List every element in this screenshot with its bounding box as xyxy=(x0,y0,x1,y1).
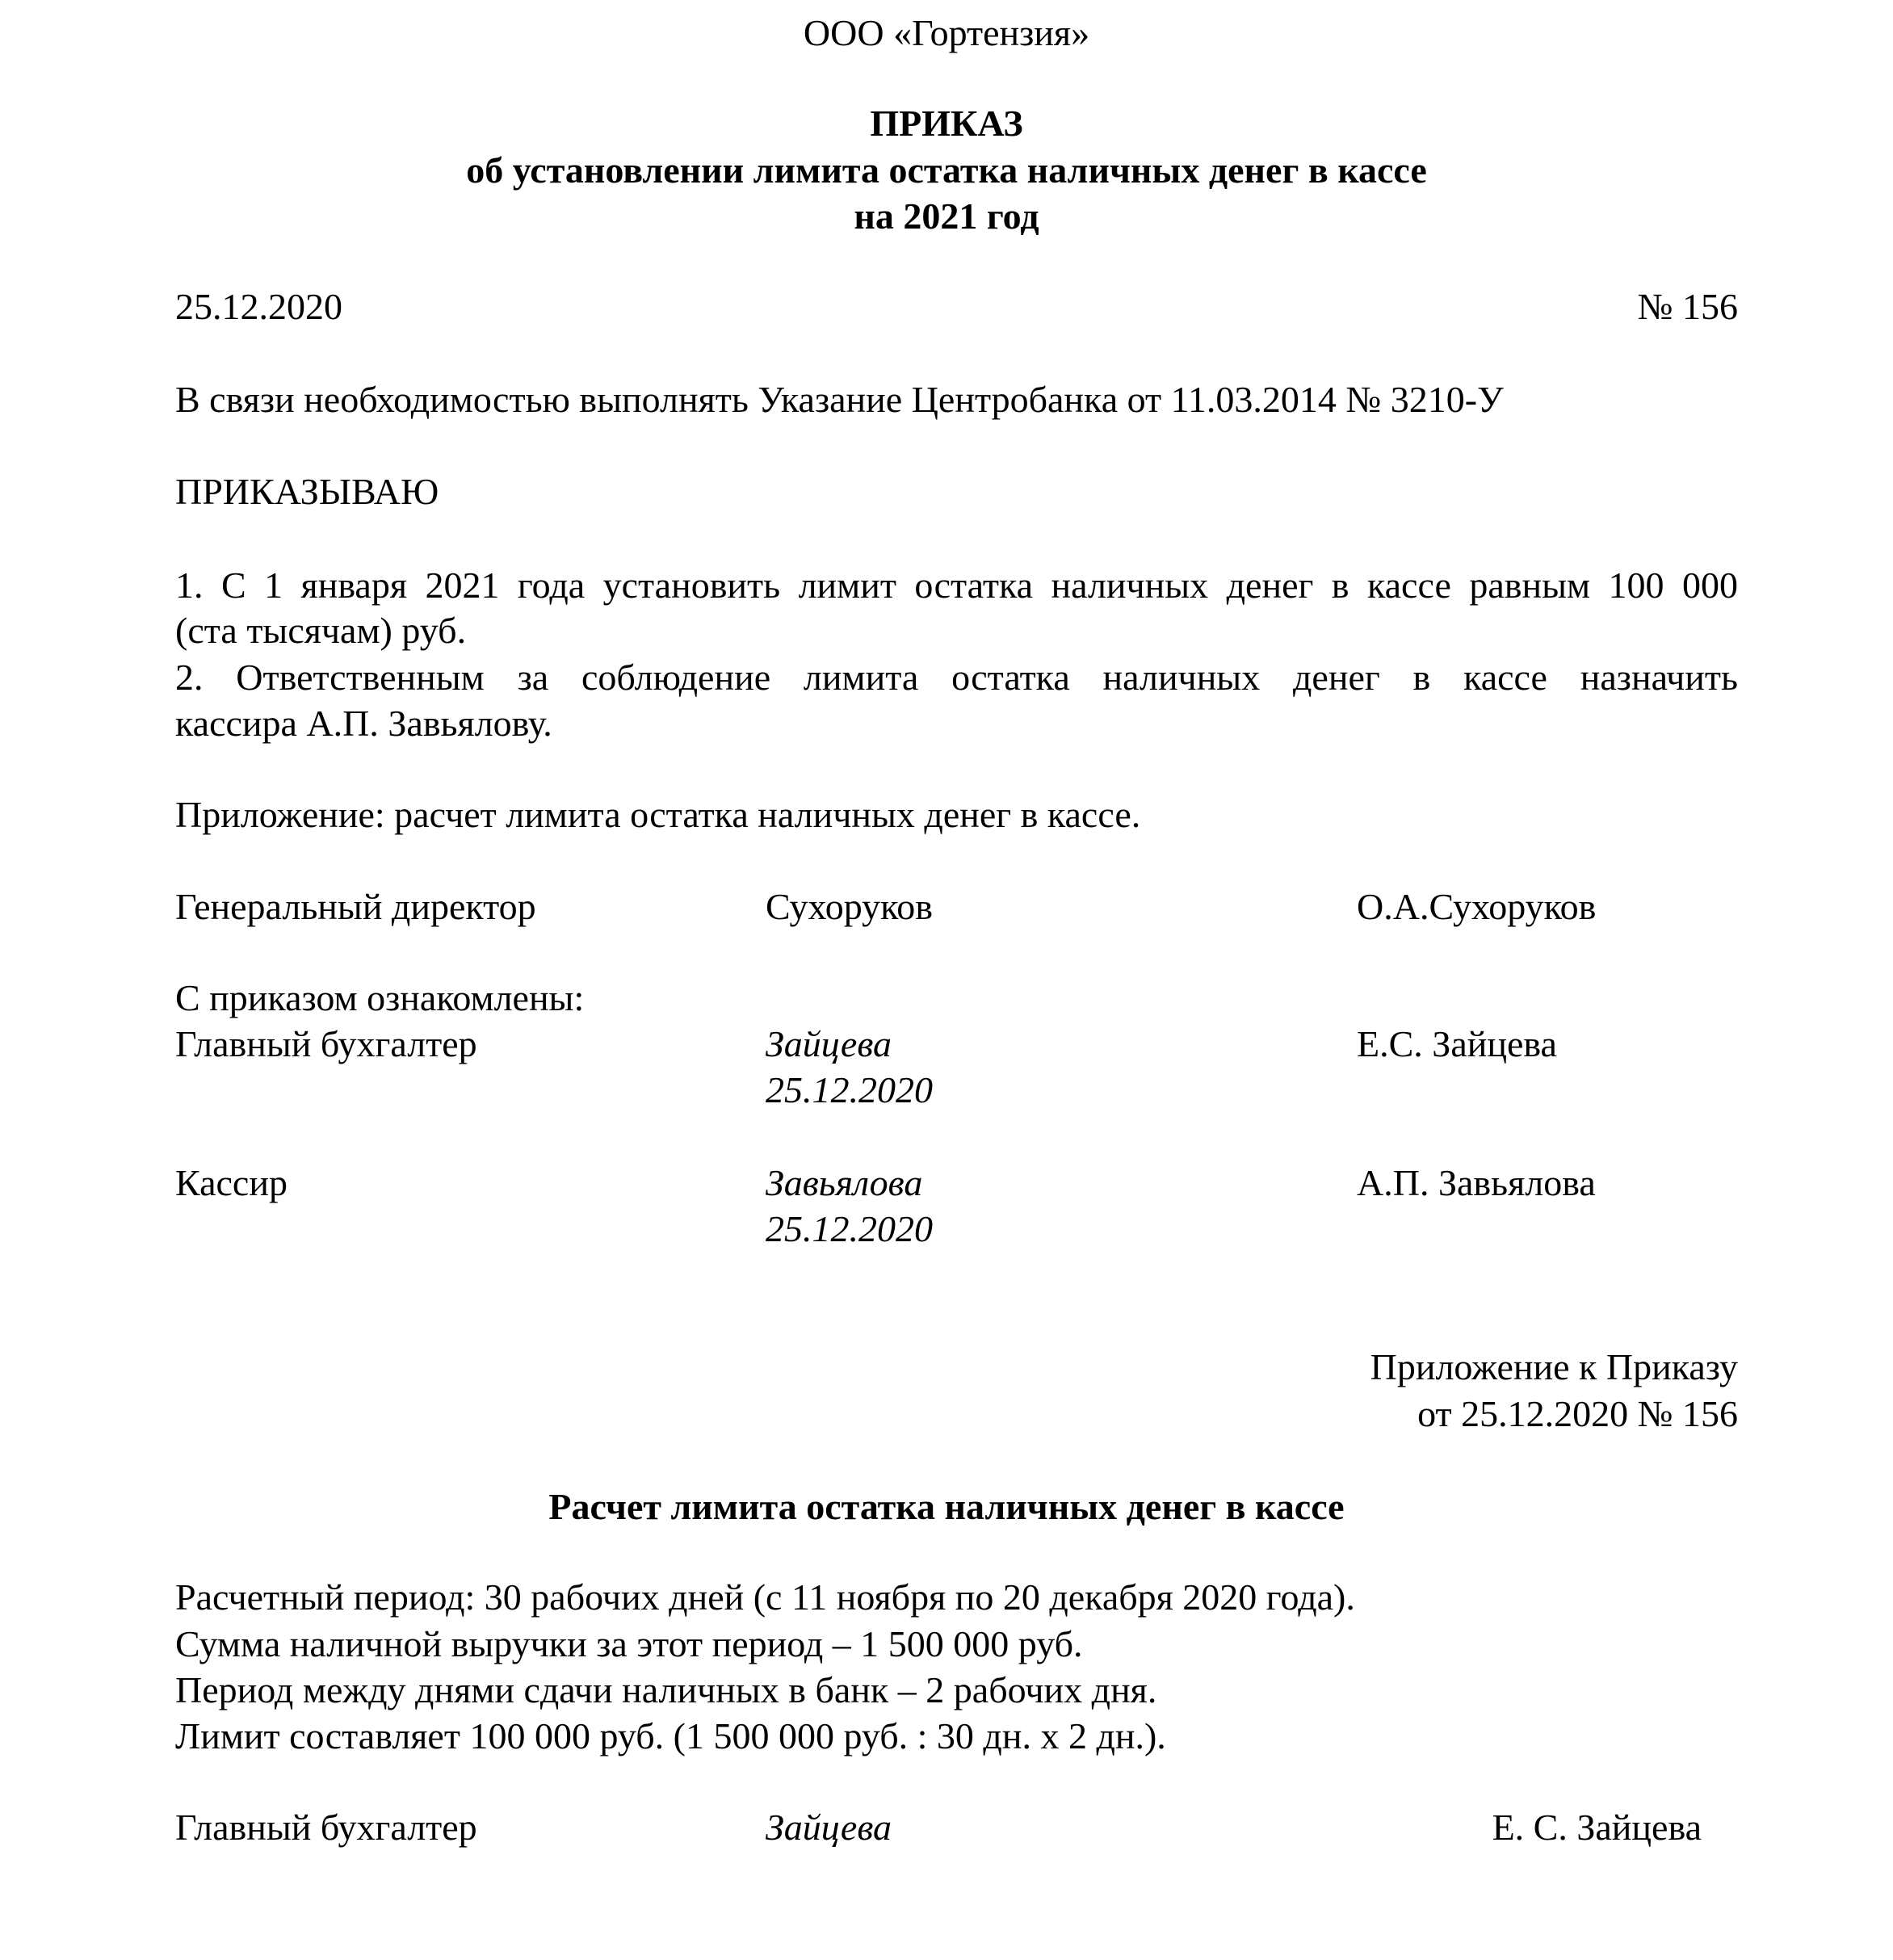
acquainted-label: С приказом ознакомлены: xyxy=(175,977,585,1018)
calc-revenue: Сумма наличной выручки за этот период – 1 500 000 руб. xyxy=(175,1623,1083,1664)
appendix-title: Расчет лимита остатка наличных денег в кассе xyxy=(548,1486,1345,1527)
accountant-position: Главный бухгалтер xyxy=(175,1023,477,1064)
appendix-reference: Приложение к Приказу xyxy=(1370,1346,1738,1387)
document-title: ПРИКАЗ xyxy=(870,103,1023,144)
order-date: 25.12.2020 xyxy=(175,286,342,327)
calc-limit: Лимит составляет 100 000 руб. (1 500 000 руб. : 30 дн. х 2 дн.). xyxy=(175,1715,1166,1756)
order-item-1: 1. С 1 января 2021 года установить лимит остатка наличных денег в кассе равным 100 000 xyxy=(175,564,1738,606)
accountant-sign-date: 25.12.2020 xyxy=(766,1069,933,1110)
director-position: Генеральный директор xyxy=(175,886,536,927)
order-item-1-continued: (ста тысячам) руб. xyxy=(175,610,467,651)
order-basis: В связи необходимостью выполнять Указание Центробанка от 11.03.2014 № 3210-У xyxy=(175,379,1504,420)
order-word: ПРИКАЗЫВАЮ xyxy=(175,471,439,512)
document-year: на 2021 год xyxy=(854,195,1039,237)
director-signature: Сухоруков xyxy=(766,886,933,927)
appendix-reference-date: от 25.12.2020 № 156 xyxy=(1417,1393,1738,1434)
accountant-name: Е.С. Зайцева xyxy=(1357,1023,1557,1064)
cashier-name: А.П. Завьялова xyxy=(1357,1162,1596,1203)
director-name: О.А.Сухоруков xyxy=(1357,886,1597,927)
document-subtitle: об установлении лимита остатка наличных денег в кассе xyxy=(466,149,1427,191)
calc-interval: Период между днями сдачи наличных в банк – 2 рабочих дня. xyxy=(175,1669,1157,1710)
cashier-position: Кассир xyxy=(175,1162,288,1203)
attachment-note: Приложение: расчет лимита остатка наличных денег в кассе. xyxy=(175,794,1141,835)
accountant-signature: Зайцева xyxy=(766,1023,892,1064)
cashier-signature: Завьялова xyxy=(766,1162,923,1203)
order-number: № 156 xyxy=(1637,286,1738,327)
appendix-signer-position: Главный бухгалтер xyxy=(175,1807,477,1848)
organization-name: ООО «Гортензия» xyxy=(803,12,1090,53)
order-item-2-continued: кассира А.П. Завьялову. xyxy=(175,703,552,744)
appendix-signer-signature: Зайцева xyxy=(766,1807,892,1848)
order-item-2: 2. Ответственным за соблюдение лимита остатка наличных денег в кассе назначить xyxy=(175,657,1738,698)
cashier-sign-date: 25.12.2020 xyxy=(766,1208,933,1249)
appendix-signer-name: Е. С. Зайцева xyxy=(1492,1807,1702,1848)
calc-period: Расчетный период: 30 рабочих дней (с 11 ноября по 20 декабря 2020 года). xyxy=(175,1576,1355,1618)
